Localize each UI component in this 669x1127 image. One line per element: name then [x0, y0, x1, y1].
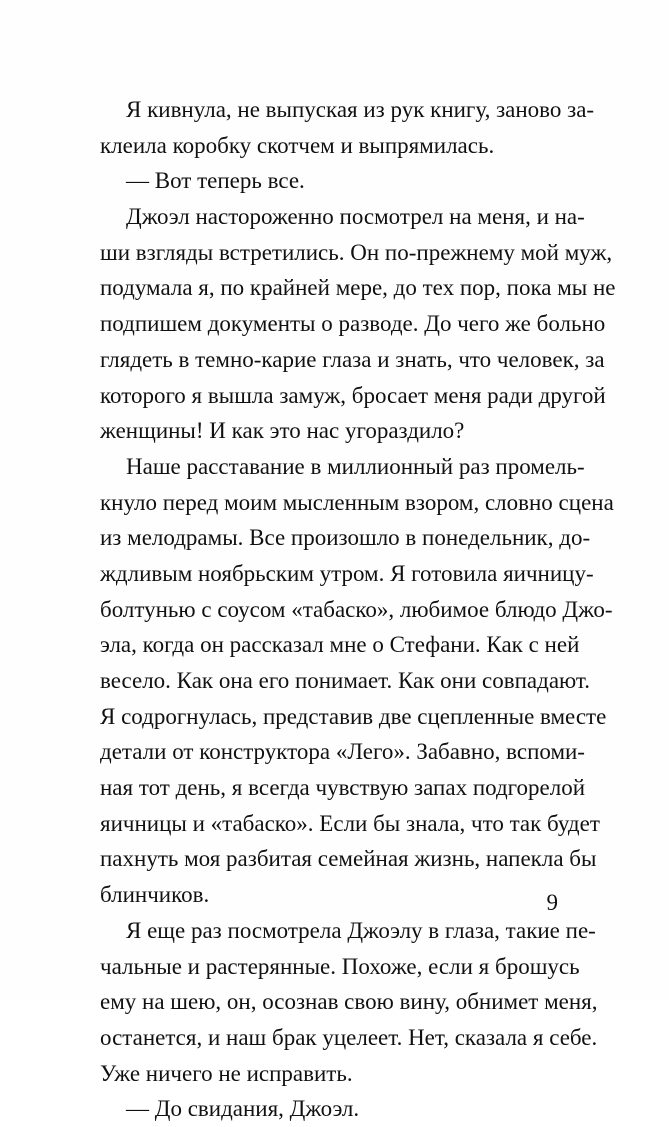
text-line: — До свидания, Джоэл.	[126, 1096, 360, 1122]
text-line: детали от конструктора «Лего». Забавно, вспоми-	[100, 739, 585, 765]
text-line: женщины! И как это нас угораздило?	[100, 418, 465, 444]
text-line: ждливым ноябрьским утром. Я готовила яичницу-	[100, 560, 594, 586]
text-line: Наше расставание в миллионный раз промель-	[126, 453, 585, 479]
text-line: Я кивнула, не выпуская из рук книгу, заново за-	[126, 97, 595, 122]
text-line: Джоэл настороженно посмотрел на меня, и на-	[126, 204, 585, 230]
text-line: ная тот день, я всегда чувствую запах подгорелой	[100, 775, 586, 801]
text-line: клеила коробку скотчем и выпрямилась.	[100, 132, 495, 158]
text-line: весело. Как она его понимает. Как они совпадают.	[100, 668, 590, 693]
text-line: эла, когда он рассказал мне о Стефани. Как с ней	[100, 632, 580, 658]
text-line: болтунью с соусом «табаско», любимое блюдо Джо-	[100, 596, 613, 622]
page-number: 9	[546, 890, 558, 915]
text-line: подумала я, по крайней мере, до тех пор, пока мы не	[100, 275, 616, 301]
text-line: подпишем документы о разводе. До чего же больно	[100, 311, 606, 337]
text-line: глядеть в темно-карие глаза и знать, что человек, за	[100, 346, 605, 372]
text-line: из мелодрамы. Все произошло в понедельник, до-	[100, 525, 591, 551]
text-line: которого я вышла замуж, бросает меня ради другой	[100, 382, 606, 408]
text-line: пахнуть моя разбитая семейная жизнь, напекла бы	[100, 846, 597, 872]
text-line: яичницы и «табаско». Если бы знала, что так будет	[100, 810, 600, 836]
text-line: останется, и наш брак уцелеет. Нет, сказала я себе.	[100, 1024, 598, 1050]
text-line: — Вот теперь все.	[126, 168, 305, 194]
text-line: Я содрогнулась, представив две сцепленные вместе	[100, 703, 607, 729]
text-line: Уже ничего не исправить.	[100, 1060, 353, 1086]
body-text	[100, 92, 616, 1127]
text-line: чальные и растерянные. Похоже, если я брошусь	[100, 953, 580, 979]
text-line: ему на шею, он, осознав свою вину, обнимет меня,	[100, 989, 598, 1015]
text-line: ши взгляды встретились. Он по-прежнему мой муж,	[100, 239, 613, 265]
text-line: Я еще раз посмотрела Джоэлу в глаза, такие пе-	[126, 917, 596, 943]
text-line: блинчиков.	[100, 882, 210, 908]
text-line: кнуло перед моим мысленным взором, словно сцена	[100, 489, 614, 515]
